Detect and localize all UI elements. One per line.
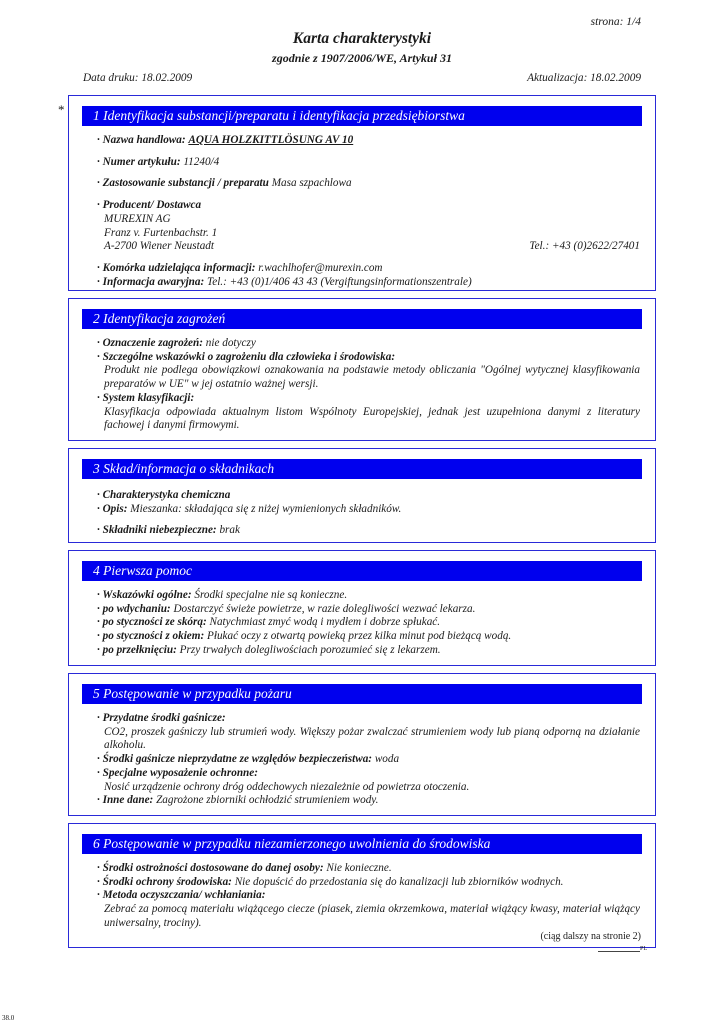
cleanup-label: · Metoda oczyszczania/ wchłaniania: xyxy=(97,889,266,902)
hazard-value: nie dotyczy xyxy=(205,337,256,349)
document-subtitle: zgodnie z 1907/2006/WE, Artykuł 31 xyxy=(272,51,452,65)
equipment-label: · Specjalne wyposażenie ochronne: xyxy=(97,766,258,779)
other-label: · Inne dane: xyxy=(97,794,154,807)
other-row xyxy=(97,794,640,808)
hazard-label: · Oznaczenie zagrożeń: xyxy=(97,337,203,349)
trade-name-value: AQUA HOLZKITTLÖSUNG AV 10 xyxy=(188,134,354,146)
print-date: Data druku: 18.02.2009 xyxy=(83,72,193,84)
producer-name: MUREXIN AG xyxy=(104,212,171,225)
document-title: Karta charakterystyki xyxy=(292,30,432,47)
skin-row xyxy=(97,616,640,630)
inhale-row xyxy=(97,603,640,617)
hazard-row xyxy=(97,337,640,351)
producer-phone: Tel.: +43 (0)2622/27401 xyxy=(529,240,640,253)
language-code: PL xyxy=(640,946,648,952)
swallow-label: · po przełknięciu: xyxy=(97,643,177,656)
hazardous-row xyxy=(97,524,640,538)
chem-label: · Charakterystyka chemiczna xyxy=(97,489,231,501)
trade-name-row xyxy=(97,134,640,148)
section-4-body xyxy=(97,589,640,658)
footer-divider xyxy=(598,951,640,952)
section-6-title: 6 Postępowanie w przypadku niezamierzonego uwolnienia do środowiska xyxy=(82,834,642,854)
system-label: · System klasyfikacji: xyxy=(97,391,195,404)
producer-street: Franz v. Furtenbachstr. 1 xyxy=(104,226,218,239)
section-2-body xyxy=(97,337,640,433)
unsuitable-label: · Środki gaśnicze nieprzydatne ze względów bezpieczeństwa: xyxy=(97,753,373,766)
general-value: Środki specjalne nie są konieczne. xyxy=(194,589,348,601)
info-cell-label: · Komórka udzielająca informacji: xyxy=(97,261,256,274)
system-text: Klasyfikacja odpowiada aktualnym listom Wspólnoty Europejskiej, jednak jest uzupełniona danymi z literatury fachowej i danymi firmowymi. xyxy=(104,405,640,432)
page-number: strona: 1/4 xyxy=(590,16,641,28)
article-row xyxy=(97,156,640,170)
section-3 xyxy=(68,448,656,543)
hazardous-label: · Składniki niebezpieczne: xyxy=(97,524,217,537)
update-date: Aktualizacja: 18.02.2009 xyxy=(527,72,641,84)
env-row xyxy=(97,876,640,890)
personal-value: Nie konieczne. xyxy=(326,862,392,874)
section-6-body xyxy=(97,862,640,931)
producer-city-row xyxy=(97,240,640,254)
emergency-value: Tel.: +43 (0)1/406 43 43 (Vergiftungsinformationszentrale) xyxy=(207,275,472,288)
continued-note: (ciąg dalszy na stronie 2) xyxy=(540,931,641,942)
section-2 xyxy=(68,298,656,441)
general-row xyxy=(97,589,640,603)
use-row xyxy=(97,177,640,191)
section-2-title: 2 Identyfikacja zagrożeń xyxy=(82,309,642,329)
agents-label: · Przydatne środki gaśnicze: xyxy=(97,712,226,724)
env-label: · Środki ochrony środowiska: xyxy=(97,875,232,888)
inhale-value: Dostarczyć świeże powietrze, w razie dolegliwości wezwać lekarza. xyxy=(173,602,476,615)
cleanup-text: Zebrać za pomocą materiału wiążącego ciecze (piasek, ziemia okrzemkowa, materiał wiążący kwasy, materiał wiążący uniwersalny, trociny). xyxy=(104,903,640,929)
special-text: Produkt nie podlega obowiązkowi oznakowania na podstawie metody obliczania "Ogólnej wytycznej klasyfikowania preparatów w UE" w jej ostatnio ważnej wersji. xyxy=(104,364,640,391)
desc-row xyxy=(97,503,640,517)
change-marker: * xyxy=(58,102,65,117)
emergency-label: · Informacja awaryjna: xyxy=(97,275,205,288)
section-5-title: 5 Postępowanie w przypadku pożaru xyxy=(82,684,642,704)
section-1-title: 1 Identyfikacja substancji/preparatu i identyfikacja przedsiębiorstwa xyxy=(82,106,642,126)
personal-row xyxy=(97,862,640,876)
section-5-body xyxy=(97,712,640,808)
env-value: Nie dopuścić do przedostania się do kanalizacji lub zbiorników wodnych. xyxy=(234,875,564,888)
swallow-value: Przy trwałych dolegliwościach porozumieć się z lekarzem. xyxy=(179,643,441,656)
trade-name-label: · Nazwa handlowa: xyxy=(97,134,186,146)
footer-code: 38.0 xyxy=(2,1014,15,1022)
section-4-title: 4 Pierwsza pomoc xyxy=(82,561,642,581)
skin-value: Natychmiast zmyć wodą i mydłem i dobrze spłukać. xyxy=(209,616,441,629)
skin-label: · po styczności ze skórą: xyxy=(97,616,207,629)
section-1-body xyxy=(97,134,640,289)
special-label: · Szczególne wskazówki o zagrożeniu dla człowieka i środowiska: xyxy=(97,350,396,363)
use-value: Masa szpachlowa xyxy=(271,177,352,190)
section-4 xyxy=(68,550,656,666)
eye-row xyxy=(97,630,640,644)
general-label: · Wskazówki ogólne: xyxy=(97,589,192,601)
section-3-body xyxy=(97,489,640,538)
unsuitable-value: woda xyxy=(374,753,400,766)
section-3-title: 3 Skład/informacja o składnikach xyxy=(82,459,642,479)
info-cell-row xyxy=(97,262,640,276)
info-cell-value: r.wachlhofer@murexin.com xyxy=(258,261,383,274)
eye-value: Płukać oczy z otwartą powieką przez kilka minut pod bieżącą wodą. xyxy=(207,630,512,643)
emergency-row xyxy=(97,276,640,290)
hazardous-value: brak xyxy=(219,524,240,537)
section-5 xyxy=(68,673,656,816)
desc-value: Mieszanka: składająca się z niżej wymienionych składników. xyxy=(130,502,402,515)
other-value: Zagrożone zbiorniki ochłodzić strumieniem wody. xyxy=(156,794,379,807)
swallow-row xyxy=(97,644,640,658)
equipment-text: Nosić urządzenie ochrony dróg oddechowych niezależnie od powietrza otoczenia. xyxy=(104,780,470,793)
personal-label: · Środki ostrożności dostosowane do danej osoby: xyxy=(97,862,324,874)
article-value: 11240/4 xyxy=(183,155,220,168)
use-label: · Zastosowanie substancji / preparatu xyxy=(97,177,269,190)
inhale-label: · po wdychaniu: xyxy=(97,602,171,615)
desc-label: · Opis: xyxy=(97,502,128,515)
producer-city: A-2700 Wiener Neustadt xyxy=(104,240,214,253)
section-6 xyxy=(68,823,656,948)
eye-label: · po styczności z okiem: xyxy=(97,630,205,643)
article-label: · Numer artykułu: xyxy=(97,155,181,168)
section-1 xyxy=(68,95,656,291)
agents-text: CO2, proszek gaśniczy lub strumień wody. Większy pożar zwalczać strumieniem wody lub pianą odporną na działanie alkoholu. xyxy=(104,725,640,752)
producer-label: · Producent/ Dostawca xyxy=(97,199,202,212)
unsuitable-row xyxy=(97,753,640,767)
